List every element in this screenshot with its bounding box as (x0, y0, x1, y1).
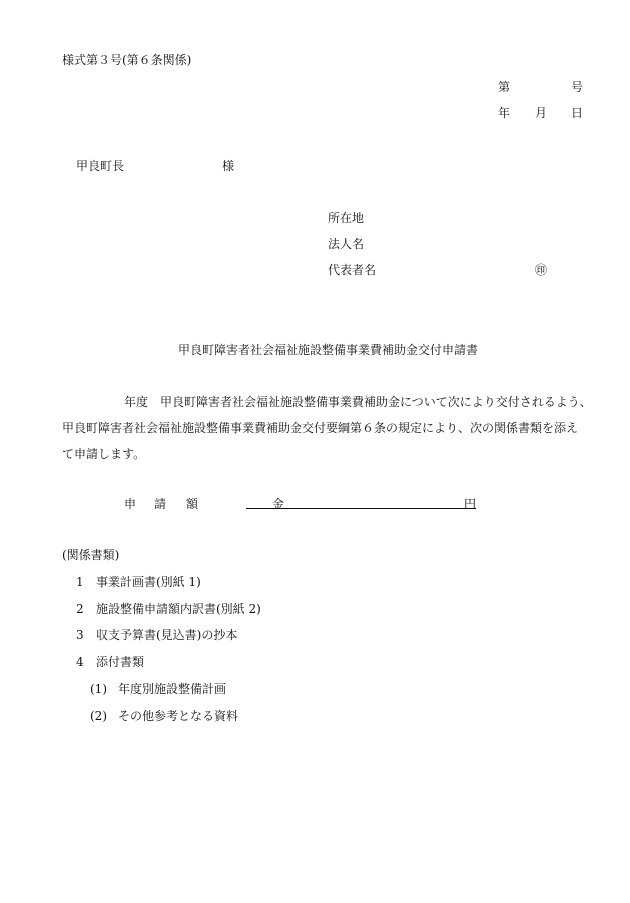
documents-heading: (関係書類) (62, 548, 120, 562)
document-item-text: 事業計画書(別紙 1) (96, 575, 201, 589)
corporation-name-label: 法人名 (328, 237, 365, 251)
document-item-number: 1 (76, 575, 84, 589)
amount-suffix: 円 (464, 497, 477, 511)
document-item-number: 4 (76, 655, 84, 669)
addressee-honorific: 様 (222, 159, 235, 173)
body-line-2: 甲良町障害者社会福祉施設整備事業費補助金交付要綱第６条の規定により、次の関係書類を添え (62, 421, 579, 435)
document-subitem-text: その他参考となる資料 (118, 709, 239, 723)
document-item-number: 2 (76, 602, 84, 616)
document-item-number: 3 (76, 628, 84, 642)
body-line-3: て申請します。 (62, 447, 146, 461)
representative-label: 代表者名 (328, 263, 377, 277)
document-subitem-number: (1) (90, 682, 107, 696)
date-day-label: 日 (571, 106, 584, 120)
amount-underline (246, 508, 476, 509)
document-subitem-number: (2) (90, 709, 107, 723)
date-month-label: 月 (535, 106, 548, 120)
document-item-text: 施設整備申請額内訳書(別紙 2) (96, 602, 261, 616)
amount-label-1: 申 (124, 497, 137, 511)
amount-label-2: 請 (154, 497, 167, 511)
form-number: 様式第３号(第６条関係) (62, 53, 192, 67)
date-year-label: 年 (498, 106, 511, 120)
seal-mark: ㊞ (535, 263, 548, 277)
document-number-suffix: 号 (571, 80, 584, 94)
address-label: 所在地 (328, 211, 365, 225)
document-item-text: 収支予算書(見込書)の抄本 (96, 628, 238, 642)
amount-prefix: 金 (272, 497, 285, 511)
document-title: 甲良町障害者社会福祉施設整備事業費補助金交付申請書 (178, 343, 479, 357)
document-number-prefix: 第 (498, 80, 511, 94)
document-item-text: 添付書類 (96, 655, 145, 669)
document-subitem-text: 年度別施設整備計画 (118, 682, 227, 696)
amount-label-3: 額 (186, 497, 199, 511)
body-line-1: 年度 甲良町障害者社会福祉施設整備事業費補助金について次により交付されるよう、 (124, 395, 592, 409)
addressee-name: 甲良町長 (76, 159, 125, 173)
